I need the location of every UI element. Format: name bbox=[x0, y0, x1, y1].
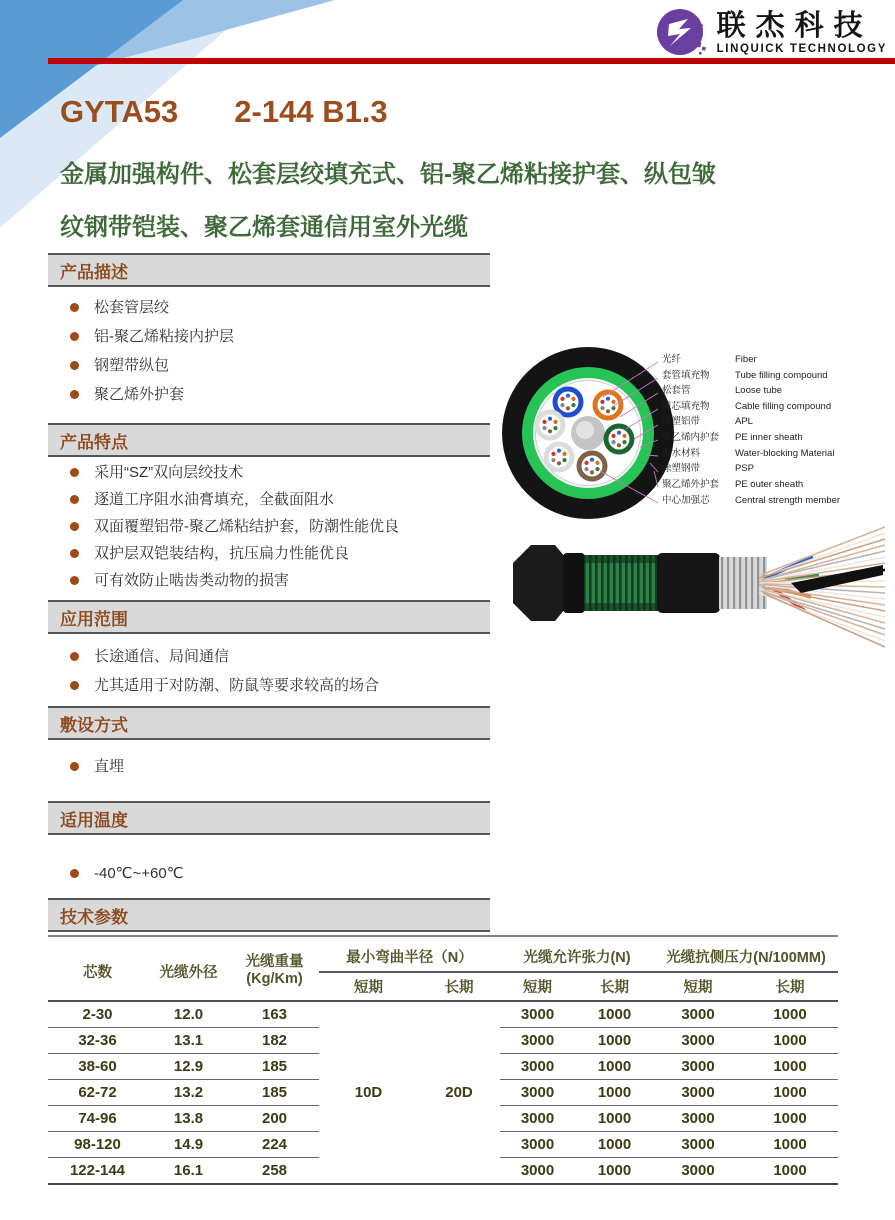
tech-section bbox=[48, 898, 838, 1185]
brand-name-en: LINQUICK TECHNOLOGY bbox=[716, 43, 887, 55]
subcol-short: 短期 bbox=[654, 972, 742, 1001]
list-item-text: -40℃~+60℃ bbox=[94, 865, 184, 882]
company-logo bbox=[655, 6, 887, 60]
list-item bbox=[48, 486, 490, 513]
list-item bbox=[48, 293, 490, 322]
diagram-label: 涂塑钢带 PSP bbox=[662, 463, 755, 474]
bullet-icon bbox=[70, 522, 79, 531]
header-divider bbox=[48, 58, 895, 64]
col-header-cores: 芯数 bbox=[48, 942, 147, 1001]
bullet-icon bbox=[70, 361, 79, 370]
col-group-tension: 光缆允许张力(N) bbox=[500, 942, 654, 972]
list-item bbox=[48, 671, 490, 700]
table-row: 98-120 14.9 224 3000 1000 3000 1000 bbox=[48, 1132, 838, 1158]
list-item bbox=[48, 351, 490, 380]
temperature-list bbox=[48, 859, 490, 888]
logo-text bbox=[717, 11, 887, 55]
table-row: 2-30 12.0 163 10D 20D 3000 1000 3000 1000 bbox=[48, 1001, 838, 1028]
diagram-label: 套管填充物 Tube filling compound bbox=[662, 370, 828, 381]
list-item bbox=[48, 642, 490, 671]
product-model: GYTA53 bbox=[60, 94, 179, 129]
diagram-label: 光纤 Fiber bbox=[662, 354, 757, 365]
diagram-label: 聚乙烯外护套 PE outer sheath bbox=[662, 479, 804, 490]
subtitle-line1: 金属加强构件、松套层绞填充式、铝-聚乙烯粘接护套、纵包皱 bbox=[60, 161, 716, 188]
list-item bbox=[48, 459, 490, 486]
col-header-diameter: 光缆外径 bbox=[147, 942, 230, 1001]
list-item-text: 双护层双铠装结构，抗压扁力性能优良 bbox=[94, 545, 350, 562]
diagram-label: 涂塑铝带 APL bbox=[662, 416, 753, 427]
bullet-icon bbox=[70, 549, 79, 558]
section-heading-temperature: 适用温度 bbox=[48, 801, 490, 835]
bullet-icon bbox=[70, 762, 79, 771]
spec-table bbox=[48, 942, 838, 1185]
list-item-text: 采用“SZ”双向层绞技术 bbox=[94, 464, 244, 481]
subcol-long: 长期 bbox=[418, 972, 500, 1001]
subtitle-line2: 纹钢带铠装、聚乙烯套通信用室外光缆 bbox=[60, 214, 468, 241]
list-item-text: 铝-聚乙烯粘接内护层 bbox=[94, 328, 234, 345]
product-subtitle bbox=[60, 148, 860, 254]
section-heading-installation: 敷设方式 bbox=[48, 706, 490, 740]
bullet-icon bbox=[70, 652, 79, 661]
list-item-text: 聚乙烯外护套 bbox=[94, 386, 185, 403]
list-item-text: 双面覆塑铝带-聚乙烯粘结护套，防潮性能优良 bbox=[94, 518, 399, 535]
table-row: 74-96 13.8 200 3000 1000 3000 1000 bbox=[48, 1106, 838, 1132]
features-list bbox=[48, 459, 490, 594]
table-top-rule bbox=[48, 935, 838, 937]
bullet-icon bbox=[70, 468, 79, 477]
installation-list bbox=[48, 752, 490, 781]
list-item-text: 直埋 bbox=[94, 758, 125, 775]
section-heading-application: 应用范围 bbox=[48, 600, 490, 634]
logo-icon bbox=[655, 6, 709, 60]
col-header-weight: 光缆重量 (Kg/Km) bbox=[230, 942, 319, 1001]
list-item-text: 逐道工序阻水油膏填充，全截面阻水 bbox=[94, 491, 335, 508]
col-group-bend-radius: 最小弯曲半径（N） bbox=[319, 942, 500, 972]
bullet-icon bbox=[70, 681, 79, 690]
brand-name-cn: 联杰科技 bbox=[716, 10, 873, 42]
col-group-crush: 光缆抗侧压力(N/100MM) bbox=[654, 942, 838, 972]
cable-photo bbox=[505, 523, 890, 661]
subcol-long: 长期 bbox=[575, 972, 654, 1001]
loose-tube-white-1 bbox=[544, 442, 575, 473]
bullet-icon bbox=[70, 303, 79, 312]
list-item-text: 可有效防止啮齿类动物的损害 bbox=[94, 572, 290, 589]
bend-short-value: 10D bbox=[319, 1001, 418, 1184]
table-row: 62-72 13.2 185 3000 1000 3000 1000 bbox=[48, 1080, 838, 1106]
table-header-row bbox=[48, 942, 838, 972]
list-item-text: 钢塑带纵包 bbox=[94, 357, 170, 374]
list-item bbox=[48, 752, 490, 781]
cable-cross-section-diagram bbox=[500, 345, 895, 523]
section-heading-parameters: 技术参数 bbox=[48, 898, 490, 932]
loose-tube-green bbox=[604, 424, 635, 455]
left-column bbox=[48, 253, 490, 888]
loose-tube-brown bbox=[577, 451, 608, 482]
description-list bbox=[48, 293, 490, 409]
product-spec: 2-144 B1.3 bbox=[234, 94, 388, 129]
application-list bbox=[48, 642, 490, 700]
bullet-icon bbox=[70, 576, 79, 585]
diagram-label: 缆芯填充物 Cable filling compound bbox=[662, 401, 832, 412]
bend-long-value: 20D bbox=[418, 1001, 500, 1184]
list-item bbox=[48, 380, 490, 409]
diagram-label: 阻水材料 Water-blocking Material bbox=[662, 448, 835, 459]
section-heading-description: 产品描述 bbox=[48, 253, 490, 287]
subcol-short: 短期 bbox=[319, 972, 418, 1001]
list-item bbox=[48, 322, 490, 351]
list-item bbox=[48, 567, 490, 594]
list-item bbox=[48, 513, 490, 540]
diagram-label: 聚乙烯内护套 PE inner sheath bbox=[662, 432, 803, 443]
list-item bbox=[48, 859, 490, 888]
page-title bbox=[60, 94, 388, 130]
list-item bbox=[48, 540, 490, 567]
bullet-icon bbox=[70, 869, 79, 878]
table-row: 122-144 16.1 258 3000 1000 3000 1000 bbox=[48, 1158, 838, 1185]
bullet-icon bbox=[70, 390, 79, 399]
bullet-icon bbox=[70, 332, 79, 341]
diagram-label: 中心加强芯 Central strength member bbox=[662, 495, 841, 506]
subcol-short: 短期 bbox=[500, 972, 575, 1001]
list-item-text: 尤其适用于对防潮、防鼠等要求较高的场合 bbox=[94, 677, 380, 694]
list-item-text: 长途通信、局间通信 bbox=[94, 648, 230, 665]
bullet-icon bbox=[70, 495, 79, 504]
table-row: 38-60 12.9 185 3000 1000 3000 1000 bbox=[48, 1054, 838, 1080]
diagram-label: 松套管 Loose tube bbox=[662, 385, 783, 396]
section-heading-features: 产品特点 bbox=[48, 423, 490, 457]
loose-tube-white-2 bbox=[535, 410, 566, 441]
subcol-long: 长期 bbox=[742, 972, 838, 1001]
list-item-text: 松套管层绞 bbox=[94, 299, 170, 316]
table-row: 32-36 13.1 182 3000 1000 3000 1000 bbox=[48, 1028, 838, 1054]
